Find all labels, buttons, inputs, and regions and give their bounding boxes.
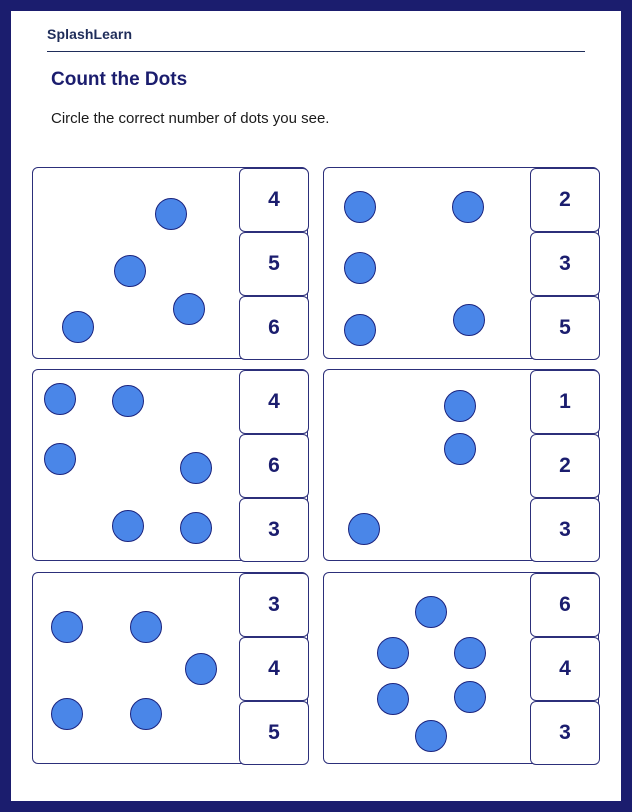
answer-option[interactable]: 6 (239, 296, 309, 360)
dot (185, 653, 217, 685)
dot (114, 255, 146, 287)
answer-option[interactable]: 3 (530, 498, 600, 562)
dot (452, 191, 484, 223)
answer-option[interactable]: 4 (239, 637, 309, 701)
answer-option[interactable]: 3 (530, 232, 600, 296)
dot (44, 443, 76, 475)
answer-option[interactable]: 4 (239, 370, 309, 434)
answer-option[interactable]: 5 (239, 232, 309, 296)
answer-option[interactable]: 2 (530, 168, 600, 232)
dot (62, 311, 94, 343)
dot (344, 314, 376, 346)
answer-option[interactable]: 3 (530, 701, 600, 765)
dot (415, 720, 447, 752)
answer-option[interactable]: 5 (239, 701, 309, 765)
answer-option[interactable]: 4 (239, 168, 309, 232)
answer-option[interactable]: 6 (239, 434, 309, 498)
dot (112, 385, 144, 417)
dot (130, 698, 162, 730)
brand-logo: SplashLearn (47, 26, 133, 42)
dot (344, 191, 376, 223)
dot (180, 452, 212, 484)
dot (51, 611, 83, 643)
dot (415, 596, 447, 628)
answer-option[interactable]: 6 (530, 573, 600, 637)
dot (155, 198, 187, 230)
problem-card-5 (32, 572, 308, 764)
answer-option[interactable]: 3 (239, 498, 309, 562)
problem-card-2 (323, 167, 599, 359)
answer-option[interactable]: 5 (530, 296, 600, 360)
answer-option[interactable]: 3 (239, 573, 309, 637)
dot (112, 510, 144, 542)
header-divider (47, 51, 585, 52)
problem-card-6 (323, 572, 599, 764)
problem-card-1 (32, 167, 308, 359)
dot (344, 252, 376, 284)
dot (173, 293, 205, 325)
page-title: Count the Dots (51, 69, 188, 90)
dot (377, 637, 409, 669)
answer-option[interactable]: 1 (530, 370, 600, 434)
problem-card-3 (32, 369, 308, 561)
dot (51, 698, 83, 730)
answer-option[interactable]: 2 (530, 434, 600, 498)
instruction-text: Circle the correct number of dots you see. (51, 110, 330, 127)
worksheet-page (11, 11, 621, 801)
dot (348, 513, 380, 545)
dot (377, 683, 409, 715)
dot (453, 304, 485, 336)
dot (444, 433, 476, 465)
dot (454, 681, 486, 713)
dot (130, 611, 162, 643)
dot (444, 390, 476, 422)
answer-option[interactable]: 4 (530, 637, 600, 701)
dot (454, 637, 486, 669)
problem-card-4 (323, 369, 599, 561)
dot (44, 383, 76, 415)
dot (180, 512, 212, 544)
